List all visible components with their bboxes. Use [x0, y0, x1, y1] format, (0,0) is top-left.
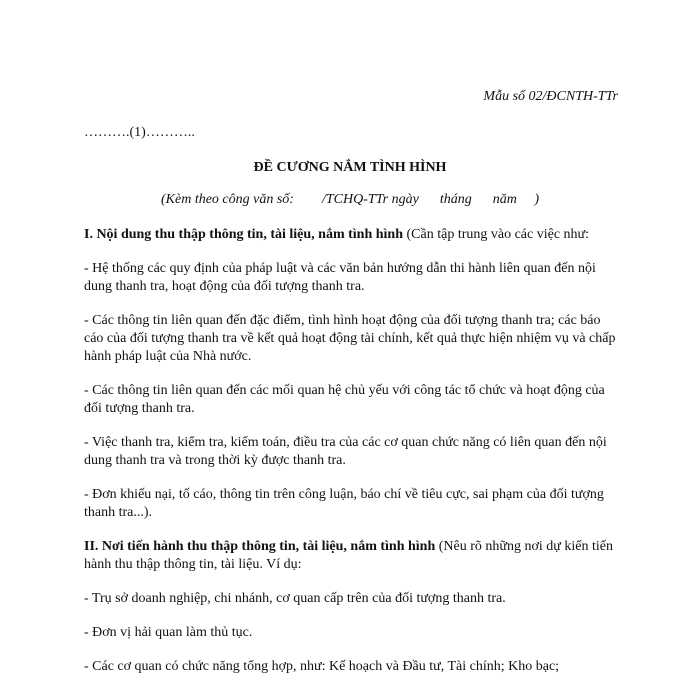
section-heading-bold: I. Nội dung thu thập thông tin, tài liệu, nắm tình hình [84, 227, 403, 242]
list-item: - Trụ sở doanh nghiệp, chi nhánh, cơ quan cấp trên của đối tượng thanh tra. [84, 591, 506, 606]
agency-placeholder: ……….(1)……….. [84, 125, 195, 140]
document-body [84, 226, 620, 692]
list-item: - Đơn khiếu nại, tố cáo, thông tin trên công luận, báo chí về tiêu cực, sai phạm của đối tượng thanh tra...). [84, 487, 604, 520]
list-item: - Các cơ quan có chức năng tổng hợp, như: Kế hoạch và Đầu tư, Tài chính; Kho bạc; [84, 659, 560, 674]
section-heading-text: (Nêu rõ những nơi dự kiến tiến hành thu thập thông tin, tài liệu. Ví dụ: [84, 539, 613, 572]
section-heading-bold: II. Nơi tiến hành thu thập thông tin, tài liệu, nắm tình hình [84, 539, 436, 554]
document-title: ĐỀ CƯƠNG NẮM TÌNH HÌNH [253, 160, 447, 175]
section-heading [84, 226, 620, 244]
list-item: - Các thông tin liên quan đến đặc điểm, tình hình hoạt động của đối tượng thanh tra; các báo cáo của đối tượng thanh tra về kết quả hoạt động tài chính, kết quả thực hiện nhiệm vụ và chấp hành pháp luật của Nhà nước. [84, 313, 616, 364]
section-heading-text: (Cần tập trung vào các việc như: [403, 227, 590, 242]
form-number: Mẫu số 02/ĐCNTH-TTr [483, 89, 618, 104]
section-heading [84, 538, 620, 574]
list-item: - Các thông tin liên quan đến các mối quan hệ chủ yếu với công tác tổ chức và hoạt động của đối tượng thanh tra. [84, 383, 605, 416]
document-subtitle: (Kèm theo công văn số: /TCHQ-TTr ngày tháng năm ) [161, 192, 539, 207]
list-item: - Hệ thống các quy định của pháp luật và các văn bản hướng dẫn thi hành liên quan đến nội dung thanh tra, hoạt động của đối tượng thanh tra. [84, 261, 596, 294]
list-item: - Đơn vị hải quan làm thủ tục. [84, 625, 253, 640]
list-item: - Việc thanh tra, kiểm tra, kiểm toán, điều tra của các cơ quan chức năng có liên quan đến nội dung thanh tra và trong thời kỳ được thanh tra. [84, 435, 607, 468]
